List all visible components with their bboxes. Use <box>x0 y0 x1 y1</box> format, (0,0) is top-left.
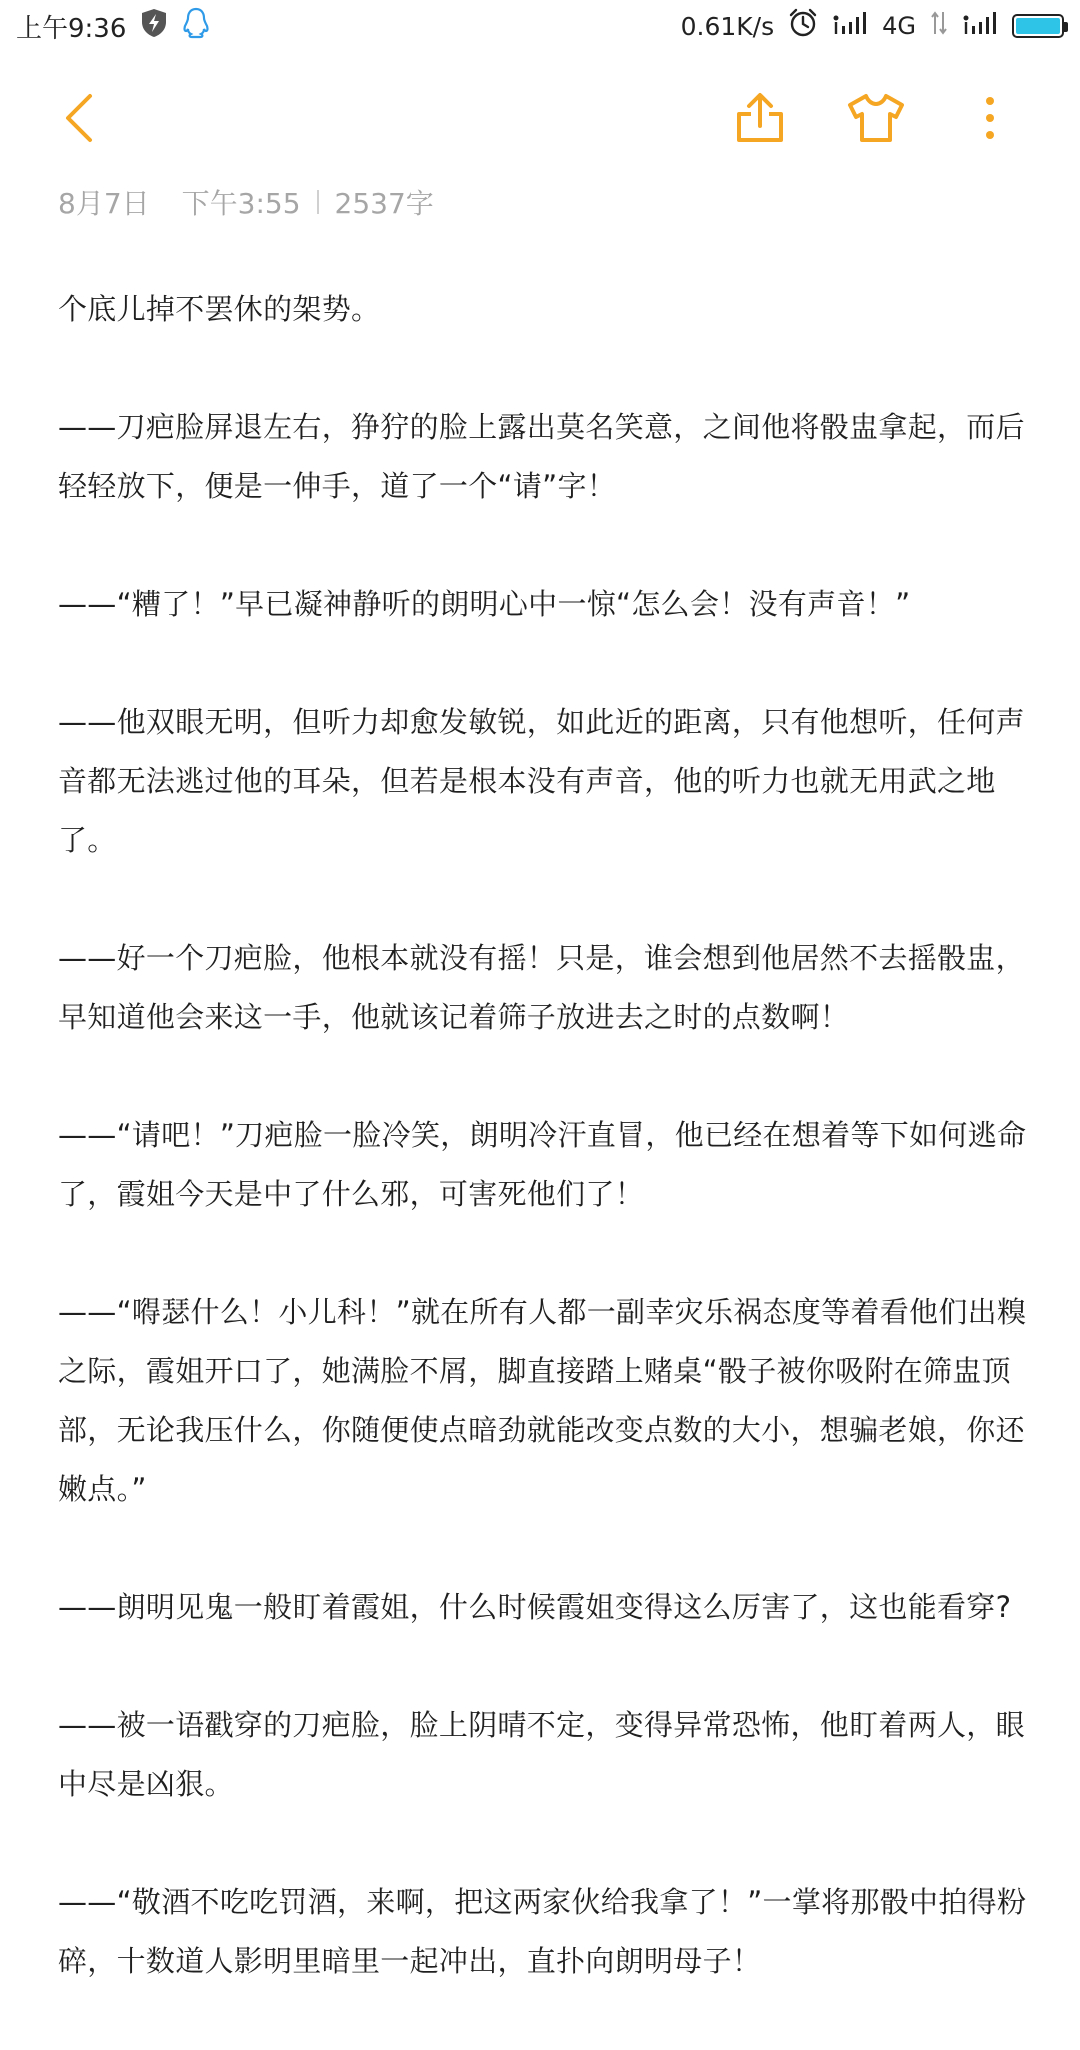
data-arrows-icon <box>930 10 948 43</box>
battery-level <box>1016 18 1060 34</box>
alarm-icon <box>788 8 818 45</box>
note-paragraph: 个底儿掉不罢休的架势。 <box>58 292 381 326</box>
note-paragraph: ——“糟了！”早已凝神静听的朗明心中一惊“怎么会！没有声音！” <box>58 587 911 621</box>
note-paragraph: ——被一语戳穿的刀疤脸，脸上阴晴不定，变得异常恐怖，他盯着两人，眼中尽是凶狠。 <box>58 1708 1025 1801</box>
note-date: 8月7日 <box>58 187 150 220</box>
word-count: 2537字 <box>334 187 434 220</box>
note-paragraph: ——“敬酒不吃吃罚酒，来啊，把这两家伙给我拿了！”一掌将那骰中拍得粉碎，十数道人影明里暗里一起冲出，直扑向朗明母子！ <box>58 1885 1027 1978</box>
theme-button[interactable] <box>836 80 916 160</box>
more-vertical-icon <box>984 96 996 144</box>
note-meta <box>58 182 434 222</box>
share-upload-icon <box>735 92 785 148</box>
back-button[interactable] <box>40 80 120 160</box>
note-paragraph: ——好一个刀疤脸，他根本就没有摇！只是，谁会想到他居然不去摇骰盅，早知道他会来这一手，他就该记着筛子放进去之时的点数啊！ <box>58 941 1025 1034</box>
qq-penguin-icon <box>182 7 210 46</box>
note-toolbar <box>0 80 1080 160</box>
network-type: 4G <box>882 12 916 40</box>
signal-icon <box>832 10 868 43</box>
status-bar <box>0 0 1080 52</box>
note-paragraph: ——刀疤脸屏退左右，狰狞的脸上露出莫名笑意，之间他将骰盅拿起，而后轻轻放下，便是一伸手，道了一个“请”字！ <box>58 410 1025 503</box>
note-paragraph: ——朗明见鬼一般盯着霞姐，什么时候霞姐变得这么厉害了，这也能看穿? <box>58 1590 1012 1624</box>
note-paragraph: ——他双眼无明，但听力却愈发敏锐，如此近的距离，只有他想听，任何声音都无法逃过他的耳朵，但若是根本没有声音，他的听力也就无用武之地了。 <box>58 705 1025 857</box>
note-time: 下午3:55 <box>181 187 301 220</box>
status-bar-right <box>681 8 1064 45</box>
note-paragraph: ——“请吧！”刀疤脸一脸冷笑，朗明冷汗直冒，他已经在想着等下如何逃命了，霞姐今天是中了什么邪，可害死他们了！ <box>58 1118 1027 1211</box>
status-time: 上午9:36 <box>16 13 127 44</box>
net-speed: 0.61K/s <box>680 11 775 41</box>
battery-icon <box>1012 14 1064 38</box>
note-paragraph: ——“嘚瑟什么！小儿科！”就在所有人都一副幸灾乐祸态度等着看他们出糗之际，霞姐开口了，她满脸不屑，脚直接踏上赌桌“骰子被你吸附在筛盅顶部，无论我压什么，你随便使点暗劲就能改变点数的大小，想骗老娘，你还嫩点。” <box>58 1295 1027 1506</box>
note-content[interactable] <box>58 280 1028 2050</box>
status-bar-left <box>16 7 210 46</box>
meta-divider <box>317 190 319 214</box>
tshirt-theme-icon <box>846 93 906 147</box>
more-options-button[interactable] <box>950 80 1030 160</box>
shield-bolt-icon <box>140 8 168 45</box>
share-button[interactable] <box>720 80 800 160</box>
signal-icon-2 <box>962 10 998 43</box>
back-chevron-icon <box>60 92 100 148</box>
